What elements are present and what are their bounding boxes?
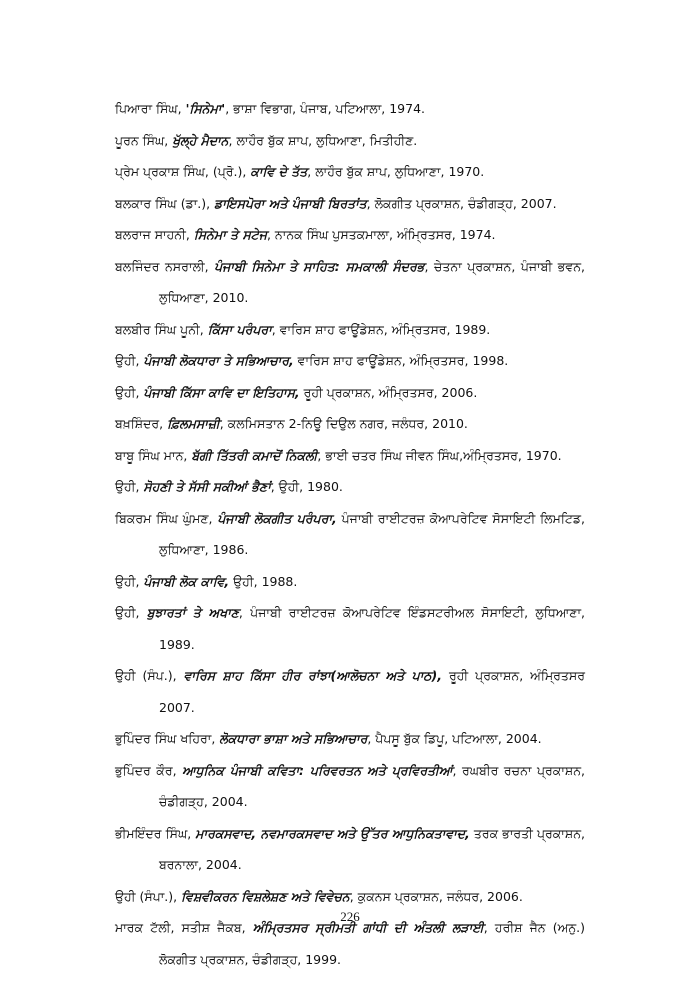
entry-publication: , ਲੋਕਗੀਤ ਪ੍ਰਕਾਸ਼ਨ, ਚੰਡੀਗੜ੍ਹ, 2007. (366, 195, 557, 211)
bibliography-entry (115, 566, 585, 598)
entry-title: ਮਾਰਕਸਵਾਦ, ਨਵਮਾਰਕਸਵਾਦ ਅਤੇ ਉੱਤਰ ਆਧੁਨਿਕਤਾਵਾਦ, (195, 825, 470, 841)
bibliography-entry (115, 125, 585, 157)
bibliography-entry (115, 881, 585, 913)
entry-author: ਮਾਰਕ ਟੱਲੀ, ਸਤੀਸ਼ ਜੈਕਬ, (115, 920, 253, 935)
entry-author: ਬਾਬੂ ਸਿੰਘ ਮਾਨ, (115, 447, 192, 463)
entry-publication: , ਕੁਕਨਸ ਪ੍ਰਕਾਸ਼ਨ, ਜਲੰਧਰ, 2006. (349, 888, 523, 904)
entry-publication: , ਰਘਬੀਰ ਰਚਨਾ ਪ੍ਰਕਾਸ਼ਨ, ਚੰਡੀਗੜ੍ਹ, 2004. (159, 762, 585, 809)
entry-title: ਬੁਝਾਰਤਾਂ ਤੇ ਅਖਾਣ (146, 605, 239, 620)
bibliography-entry (115, 597, 585, 660)
entry-author: ਭੁਪਿੰਦਰ ਸਿੰਘ ਖਹਿਰਾ, (115, 731, 220, 746)
entry-publication: , ਨਾਨਕ ਸਿੰਘ ਪੁਸਤਕਮਾਲਾ, ਅੰਮ੍ਰਿਤਸਰ, 1974. (266, 227, 496, 242)
entry-author: ਬਲਬੀਰ ਸਿੰਘ ਪੂਨੀ, (115, 321, 208, 337)
page-number: 226 (340, 909, 360, 924)
bibliography-entry (115, 377, 585, 409)
entry-author: ਪ੍ਰੇਮ ਪ੍ਰਕਾਸ਼ ਸਿੰਘ, (ਪ੍ਰੋ.), (115, 164, 251, 179)
entry-publication: ਰੂਹੀ ਪ੍ਰਕਾਸ਼ਨ, ਅੰਮ੍ਰਿਤਸਰ 2007. (159, 668, 585, 715)
entry-publication: , ਪੈਪਸੂ ਬੁੱਕ ਡਿਪੂ, ਪਟਿਆਲਾ, 2004. (367, 731, 542, 746)
entry-author: ਬਲਕਾਰ ਸਿੰਘ (ਡਾ.), (115, 195, 215, 211)
entry-title: ਖੁੱਲ੍ਹੇ ਮੈਦਾਨ (172, 132, 229, 148)
entry-title: ਪੰਜਾਬੀ ਕਿੱਸਾ ਕਾਵਿ ਦਾ ਇਤਿਹਾਸ, (143, 384, 300, 400)
entry-author: ਉਹੀ, (115, 479, 144, 494)
bibliography-entry (115, 219, 585, 251)
entry-publication: ਵਾਰਿਸ ਸ਼ਾਹ ਫਾਊਂਡੇਸ਼ਨ, ਅੰਮ੍ਰਿਤਸਰ, 1998. (293, 353, 509, 368)
entry-author: ਉਹੀ, (115, 573, 144, 589)
entry-title: ਆਧੁਨਿਕ ਪੰਜਾਬੀ ਕਵਿਤਾ: ਪਰਿਵਰਤਨ ਅਤੇ ਪ੍ਰਵਿਰਤੀਆਂ (182, 762, 453, 778)
entry-author: ਭੁਪਿੰਦਰ ਕੌਰ, (115, 762, 183, 778)
entry-author: ਭੀਮਇੰਦਰ ਸਿੰਘ, (115, 825, 196, 841)
entry-title: ਕਾਵਿ ਦੇ ਤੱਤ (250, 164, 308, 179)
entry-author: ਉਹੀ (ਸੰਪਾ.), (115, 888, 182, 904)
bibliography-entry (115, 188, 585, 220)
entry-publication: , ਉਹੀ, 1980. (270, 479, 343, 494)
entry-author: ਬਿਕਰਮ ਸਿੰਘ ਘੁੰਮਣ, (115, 510, 218, 526)
bibliography-entry (115, 755, 585, 818)
entry-publication: ਪੰਜਾਬੀ ਰਾਈਟਰਜ਼ ਕੋਆਪਰੇਟਿਵ ਸੋਸਾਇਟੀ ਲਿਮਟਿਡ, ਲੁਧਿਆਣਾ, 1986. (159, 510, 585, 557)
entry-publication: , ਵਾਰਿਸ ਸ਼ਾਹ ਫਾਊਂਡੇਸ਼ਨ, ਅੰਮ੍ਰਿਤਸਰ, 1989. (271, 321, 491, 337)
bibliography-entry (115, 408, 585, 440)
bibliography-entry (115, 471, 585, 503)
entry-title: ਪੰਜਾਬੀ ਲੋਕਗੀਤ ਪਰੰਪਰਾ, (217, 510, 337, 526)
entry-title: ਕਿੱਸਾ ਪਰੰਪਰਾ (207, 321, 272, 337)
entry-title: ਬੱਗੀ ਤਿੱਤਰੀ ਕਮਾਦੋਂ ਨਿਕਲੀ (191, 447, 318, 463)
entry-publication: ਰੂਹੀ ਪ੍ਰਕਾਸ਼ਨ, ਅੰਮ੍ਰਿਤਸਰ, 2006. (299, 384, 478, 400)
bibliography-entry (115, 723, 585, 755)
entry-publication: , ਪੰਜਾਬੀ ਰਾਈਟਰਜ਼ ਕੋਆਪਰੇਟਿਵ ਇੰਡਸਟਰੀਅਲ ਸੋਸਾਇਟੀ, ਲੁਧਿਆਣਾ, 1989. (159, 605, 585, 652)
entry-title: ਲੋਕਧਾਰਾ ਭਾਸ਼ਾ ਅਤੇ ਸਭਿਆਚਾਰ (219, 731, 368, 746)
entry-title: ਫ਼ਿਲਮਸਾਜ਼ੀ (167, 416, 220, 431)
bibliography-entry (115, 660, 585, 723)
entry-title: 'ਸਿਨੇਮਾ' (185, 101, 226, 116)
entry-title: ਪੰਜਾਬੀ ਲੋਕ ਕਾਵਿ, (143, 573, 230, 589)
entry-title: ਸਿਨੇਮਾ ਤੇ ਸਟੇਜ (193, 227, 267, 242)
entry-publication: , ਭਾਈ ਚਤਰ ਸਿੰਘ ਜੀਵਨ ਸਿੰਘ,ਅੰਮ੍ਰਿਤਸਰ, 1970. (317, 447, 562, 463)
bibliography-entry (115, 93, 585, 125)
entry-author: ਬਖ਼ਸ਼ਿੰਦਰ, (115, 416, 168, 431)
entry-title: ਪੰਜਾਬੀ ਲੋਕਧਾਰਾ ਤੇ ਸਭਿਆਚਾਰ, (143, 353, 294, 368)
bibliography-entry (115, 818, 585, 881)
entry-publication: ਤਰਕ ਭਾਰਤੀ ਪ੍ਰਕਾਸ਼ਨ, ਬਰਨਾਲਾ, 2004. (159, 825, 585, 872)
entry-title: ਵਿਸ਼ਵੀਕਰਨ ਵਿਸ਼ਲੇਸ਼ਣ ਅਤੇ ਵਿਵੇਚਨ (181, 888, 350, 904)
bibliography-list (115, 93, 585, 975)
bibliography-entry (115, 345, 585, 377)
bibliography-entry (115, 503, 585, 566)
entry-publication: ਉਹੀ, 1988. (229, 573, 298, 589)
entry-publication: , ਚੇਤਨਾ ਪ੍ਰਕਾਸ਼ਨ, ਪੰਜਾਬੀ ਭਵਨ, ਲੁਧਿਆਣਾ, 2010. (159, 258, 586, 305)
entry-author: ਬਲਜਿੰਦਰ ਨਸਰਾਲੀ, (115, 258, 215, 274)
entry-author: ਉਹੀ (ਸੰਪ.), (115, 668, 184, 683)
entry-author: ਉਹੀ, (115, 353, 144, 368)
entry-author: ਉਹੀ, (115, 384, 144, 400)
entry-publication: , ਲਾਹੌਰ ਬੁੱਕ ਸ਼ਾਪ, ਲੁਧਿਆਣਾ, ਮਿਤੀਹੀਣ. (228, 132, 418, 148)
entry-author: ਪੂਰਨ ਸਿੰਘ, (115, 132, 173, 148)
entry-author: ਪਿਆਰਾ ਸਿੰਘ, (115, 101, 186, 116)
bibliography-entry (115, 440, 585, 472)
entry-author: ਬਲਰਾਜ ਸਾਹਨੀ, (115, 227, 194, 242)
entry-publication: , ਕਲਮਿਸਤਾਨ 2-ਨਿਊ ਦਿਉਲ ਨਗਰ, ਜਲੰਧਰ, 2010. (219, 416, 468, 431)
entry-author: ਉਹੀ, (115, 605, 147, 620)
entry-publication: , ਭਾਸ਼ਾ ਵਿਭਾਗ, ਪੰਜਾਬ, ਪਟਿਆਲਾ, 1974. (225, 101, 426, 116)
entry-title: ਅੰਮ੍ਰਿਤਸਰ ਸ੍ਰੀਮਤੀ ਗਾਂਧੀ ਦੀ ਅੰਤਲੀ ਲੜਾਈ (252, 920, 484, 935)
bibliography-entry (115, 314, 585, 346)
bibliography-entry (115, 251, 585, 314)
entry-title: ਪੰਜਾਬੀ ਸਿਨੇਮਾ ਤੇ ਸਾਹਿਤ: ਸਮਕਾਲੀ ਸੰਦਰਭ (214, 258, 425, 274)
entry-publication: , ਲਾਹੌਰ ਬੁੱਕ ਸ਼ਾਪ, ਲੁਧਿਆਣਾ, 1970. (307, 164, 485, 179)
entry-title: ਵਾਰਿਸ ਸ਼ਾਹ ਕਿੱਸਾ ਹੀਰ ਰਾਂਝਾ(ਆਲੋਚਨਾ ਅਤੇ ਪਾਠ), (183, 668, 442, 683)
entry-title: ਡਾਇਸਪੋਰਾ ਅਤੇ ਪੰਜਾਬੀ ਬਿਰਤਾਂਤ (214, 195, 367, 211)
entry-publication: , ਹਰੀਸ਼ ਜੈਨ (ਅਨੁ.) ਲੋਕਗੀਤ ਪ੍ਰਕਾਸ਼ਨ, ਚੰਡੀਗੜ੍ਹ, 1999. (159, 920, 586, 967)
entry-title: ਸੋਹਣੀ ਤੇ ਸੱਸੀ ਸਕੀਆਂ ਭੈਣਾਂ (143, 479, 271, 494)
bibliography-entry (115, 156, 585, 188)
